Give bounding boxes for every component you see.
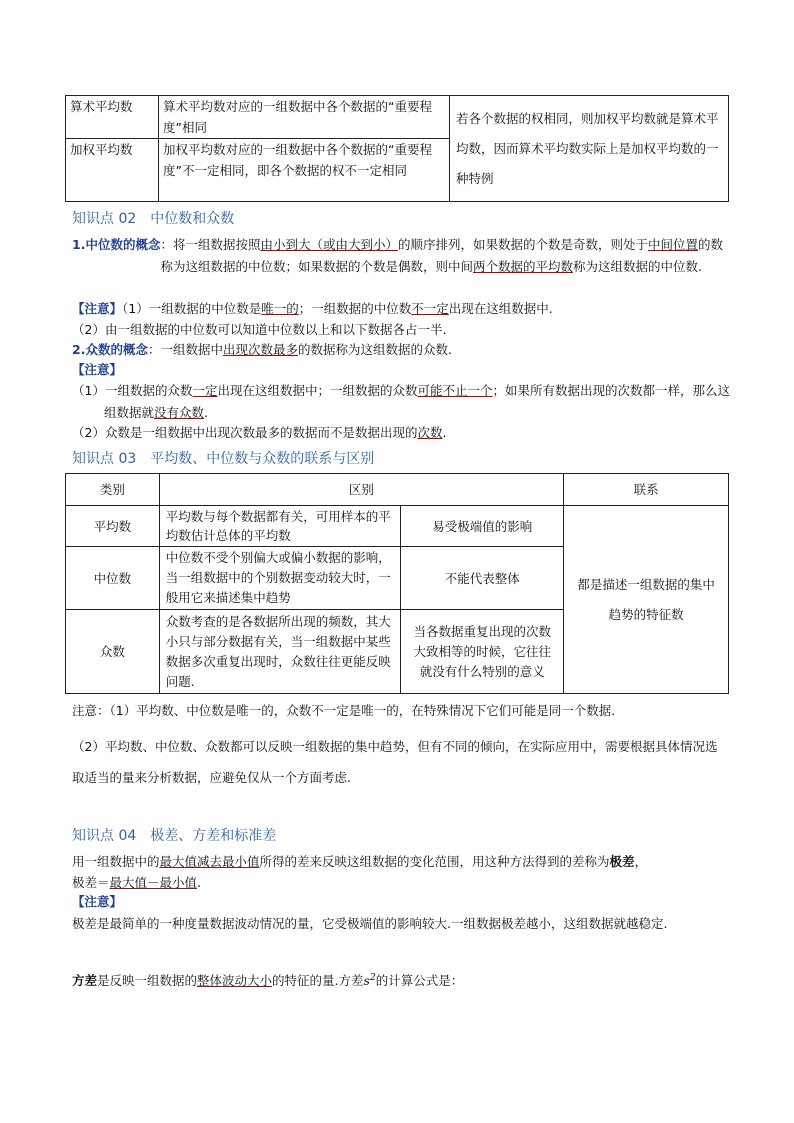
row-median-name: 中位数: [66, 547, 160, 610]
mode-note-label: 【注意】: [72, 362, 123, 377]
mode-text-1: ：一组数据中: [147, 342, 223, 357]
table1-name-arithmetic: 算术平均数: [66, 96, 159, 139]
mode-note-1d: .: [204, 405, 209, 420]
variance-text-2: 的特征的量.方差: [272, 973, 364, 989]
median-underline-not-necessarily: 不一定: [411, 301, 449, 316]
header-difference: 区别: [159, 474, 564, 506]
mean-types-table: [65, 95, 729, 202]
kp03-heading: 知识点 03 平均数、中位数与众数的联系与区别: [72, 451, 375, 467]
row-median-diff1: 中位数不受个别偏大或偏小数据的影响，当一组数据中的个别数据变动较大时，一般用它来描述集中趋势: [159, 547, 401, 610]
mode-note-1a: （1）一组数据的众数: [72, 383, 193, 398]
mode-note-1c: ；如果所有数据出现的次数都一样，那么这组数据就: [104, 383, 731, 420]
median-note-1c: 出现在这组数据中.: [448, 301, 553, 316]
row-median-diff2: 不能代表整体: [401, 547, 564, 610]
mode-text-2: 的数据称为这组数据的众数.: [297, 342, 452, 357]
range-term: 极差: [609, 854, 635, 869]
median-underline-unique: 唯一的: [261, 301, 299, 316]
header-connection: 联系: [564, 474, 729, 506]
variance-term: 方差: [72, 973, 98, 989]
connection-cell: 都是描述一组数据的集中趋势的特征数: [564, 506, 729, 694]
mode-note-2a: （2）众数是一组数据中出现次数最多的数据而不是数据出现的: [72, 425, 418, 440]
variance-definition: [72, 967, 728, 992]
median-note-label: 【注意】: [72, 301, 123, 316]
header-category: 类别: [66, 474, 160, 506]
variance-symbol-s: s: [363, 973, 370, 989]
mode-definition: [72, 339, 732, 361]
mode-note-1: [72, 380, 732, 424]
mode-note-2b: .: [442, 425, 447, 440]
mode-underline-certain: 一定: [192, 383, 218, 398]
kp03-note-2: （2）平均数、中位数、众数都可以反映一组数据的集中趋势，但有不同的倾向，在实际应用中，需要根据具体情况选取适当的量来分析数据，应避免仅从一个方面考虑.: [72, 739, 718, 785]
row-mean-diff2: 易受极端值的影响: [401, 506, 564, 547]
range-underline-max-min: 最大值减去最小值: [159, 854, 260, 869]
median-underline-average: 两个数据的平均数: [472, 259, 573, 274]
mode-underline-most: 出现次数最多: [222, 342, 298, 357]
median-underline-middle: 中间位置: [648, 237, 699, 252]
mode-underline-count: 次数: [417, 425, 443, 440]
range-text-2: 所得的差来反映这组数据的变化范围，用这种方法得到的差称为: [259, 854, 610, 869]
kp02-heading: 知识点 02 中位数和众数: [72, 211, 235, 227]
variance-text-3: 的计算公式是：: [375, 973, 464, 989]
variance-underline: 整体波动大小: [197, 973, 273, 989]
median-underline-order: 由小到大（或由大到小）: [260, 237, 398, 252]
range-definition: [72, 851, 728, 893]
median-text-1: ：将一组数据按照: [160, 237, 261, 252]
row-mode-diff2: 当各数据重复出现的次数大致相等的时候，它往往就没有什么特别的意义: [401, 610, 564, 694]
variance-symbol-sup: 2: [369, 973, 376, 983]
table1-merged-note: 若各个数据的权相同，则加权平均数就是算术平均数，因而算术平均数实际上是加权平均数的一种特例: [450, 96, 729, 202]
median-label: 1.中位数的概念: [72, 237, 161, 252]
row-mode-diff1: 众数考查的是各数据所出现的频数，其大小只与部分数据有关，当一组数据中某些数据多次重复出现时，众数往往更能反映问题.: [159, 610, 401, 694]
range-note: 极差是最简单的一种度量数据波动情况的量，它受极端值的影响较大.一组数据极差越小，这组数据就越稳定.: [72, 916, 668, 931]
kp03-note-1: 注意：（1）平均数、中位数是唯一的，众数不一定是唯一的，在特殊情况下它们可能是同一个数据.: [72, 703, 616, 718]
median-note-1: [72, 298, 732, 320]
range-text-3: ，: [634, 854, 648, 869]
median-text-4: 称为这组数据的中位数.: [572, 259, 702, 274]
row-mean-diff1: 平均数与每个数据都有关，可用样本的平均数估计总体的平均数: [159, 506, 401, 547]
mode-underline-multiple: 可能不止一个: [417, 383, 493, 398]
median-note-1b: ；一组数据的中位数: [298, 301, 412, 316]
range-note-label: 【注意】: [72, 894, 123, 909]
mode-label: 2.众数的概念: [72, 342, 148, 357]
kp04-heading: 知识点 04 极差、方差和标准差: [72, 828, 277, 844]
comparison-table: [65, 473, 729, 694]
table1-desc-weighted: 加权平均数对应的一组数据中各个数据的“重要程度”不一定相同，即各个数据的权不一定相同: [159, 139, 450, 202]
row-mean-name: 平均数: [66, 506, 160, 547]
median-text: [160, 234, 732, 278]
median-note-1a: （1）一组数据的中位数是: [122, 301, 262, 316]
median-text-2: 的顺序排列，如果数据的个数是奇数，则处于: [397, 237, 648, 252]
range-formula-end: .: [197, 875, 202, 890]
median-text-3: 的数称为这组数据的中位数；如果数据的个数是偶数，则中间: [160, 237, 724, 274]
range-text-1: 用一组数据中的: [72, 854, 160, 869]
table1-name-weighted: 加权平均数: [66, 139, 159, 202]
median-note-2: （2）由一组数据的中位数可以知道中位数以上和以下数据各占一半.: [72, 322, 447, 337]
mode-note-1b: 出现在这组数据中；一组数据的众数: [217, 383, 418, 398]
median-definition: [72, 234, 732, 278]
range-formula: 最大值－最小值: [109, 875, 198, 890]
range-formula-label: 极差＝: [72, 875, 110, 890]
mode-note-2: [72, 422, 732, 444]
variance-text-1: 是反映一组数据的: [97, 973, 198, 989]
row-mode-name: 众数: [66, 610, 160, 694]
variance-symbol: [364, 973, 376, 988]
mode-underline-none: 没有众数: [154, 405, 205, 420]
table1-desc-arithmetic: 算术平均数对应的一组数据中各个数据的“重要程度”相同: [159, 96, 450, 139]
